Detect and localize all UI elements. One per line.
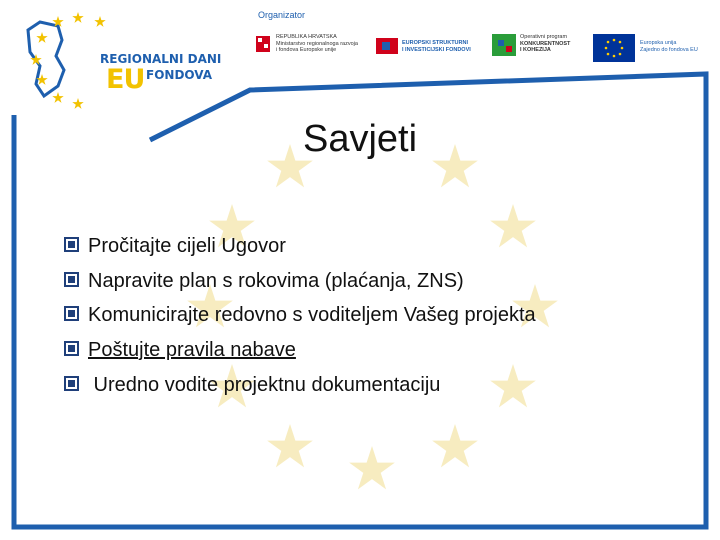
logo-star-icon	[72, 98, 83, 109]
partner-esi: EUROPSKI STRUKTURNI I INVESTICIJSKI FONDOVI	[402, 40, 471, 53]
checkbox-bullet-icon	[64, 237, 79, 252]
slide-title: Savjeti	[302, 118, 418, 160]
list-item: Napravite plan s rokovima (plaćanja, ZNS)	[64, 267, 536, 302]
procurement-rules-link[interactable]: Poštujte pravila nabave	[88, 339, 296, 362]
logo-line2: FONDOVA	[146, 68, 213, 82]
checkbox-bullet-icon	[64, 272, 79, 287]
list-item: Uredno vodite projektnu dokumentaciju	[64, 371, 536, 406]
partner-eu: Europska unija Zajedno do fondova EU	[640, 40, 698, 53]
checkbox-bullet-icon	[64, 341, 79, 356]
organizator-label: Organizator	[258, 10, 306, 20]
logo-eu: EU	[106, 64, 145, 95]
checkbox-bullet-icon	[64, 376, 79, 391]
checkbox-bullet-icon	[64, 306, 79, 321]
logo-star-icon	[52, 92, 63, 103]
logo-line1: REGIONALNI DANI	[100, 52, 222, 66]
eu-flag-icon	[593, 34, 635, 62]
partner-ministry: REPUBLIKA HRVATSKA Ministarstvo regionalnoga razvoja i fondova Europske unije	[276, 34, 358, 53]
tips-list	[64, 232, 536, 405]
partner-op: Operativni program KONKURENTNOST I KOHEZIJA	[520, 34, 571, 53]
list-item: Pročitajte cijeli Ugovor	[64, 232, 536, 267]
logo-star-icon	[36, 32, 47, 43]
logo-star-icon	[72, 12, 83, 23]
logo-star-icon	[94, 16, 105, 27]
list-item: Komunicirajte redovno s voditeljem Vašeg projekta	[64, 301, 536, 336]
list-item[interactable]	[64, 336, 536, 371]
